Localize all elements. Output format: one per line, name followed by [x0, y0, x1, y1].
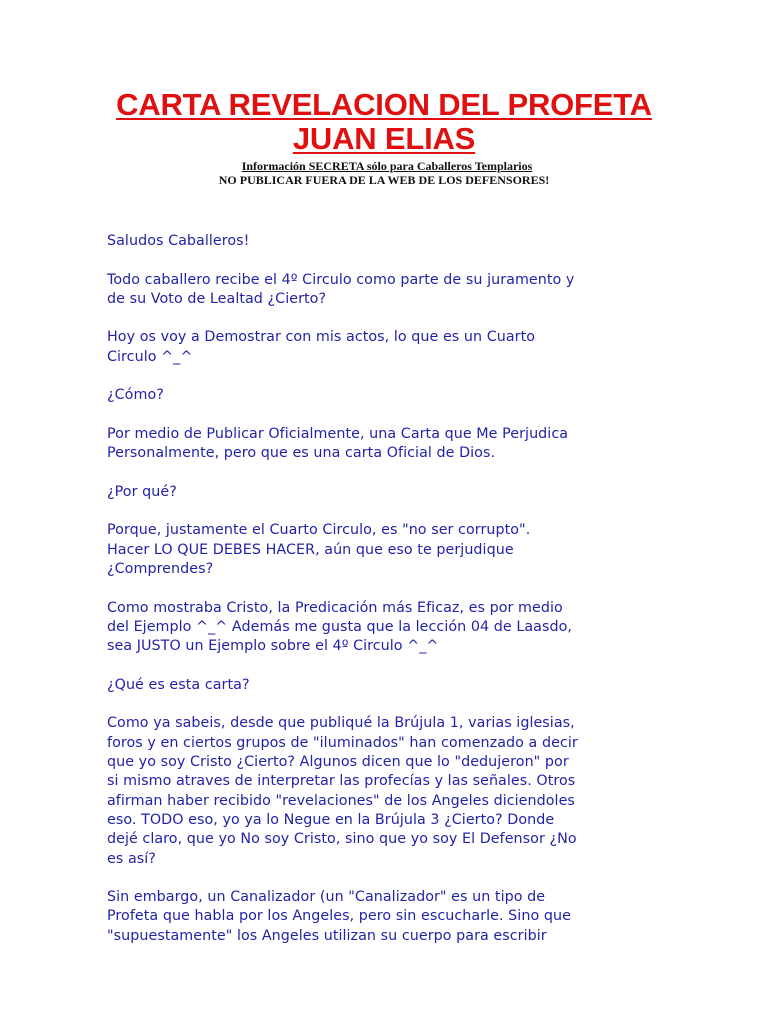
- text-line: sea JUSTO un Ejemplo sobre el 4º Circulo ^_^: [107, 638, 439, 655]
- paragraph-greeting: [107, 232, 667, 251]
- text-line: Hacer LO QUE DEBES HACER, aún que eso te perjudique: [107, 541, 514, 558]
- text-line: afirman haber recibido "revelaciones" de los Angeles diciendoles: [107, 792, 575, 809]
- paragraph: [107, 599, 667, 657]
- paragraph: [107, 521, 667, 579]
- text-line: Sin embargo, un Canalizador (un "Canalizador" es un tipo de: [107, 889, 546, 906]
- document-title-line-1: CARTA REVELACION DEL PROFETA: [116, 87, 652, 122]
- text-line: ¿Por qué?: [107, 483, 177, 500]
- text-line: ¿Qué es esta carta?: [107, 676, 250, 693]
- text-line: Como mostraba Cristo, la Predicación más Eficaz, es por medio: [107, 599, 563, 616]
- text-line: dejé claro, que yo No soy Cristo, sino que yo soy El Defensor ¿No: [107, 831, 577, 848]
- text-line: del Ejemplo ^_^ Además me gusta que la lección 04 de Laasdo,: [107, 618, 572, 635]
- text-line: Por medio de Publicar Oficialmente, una Carta que Me Perjudica: [107, 425, 569, 442]
- paragraph: [107, 714, 667, 868]
- text-line: que yo soy Cristo ¿Cierto? Algunos dicen que lo "dedujeron" por: [107, 754, 569, 771]
- subtitle-secret-notice: Información SECRETA sólo para Caballeros Templarios: [241, 159, 533, 173]
- paragraph: [107, 328, 667, 367]
- text-line: Saludos Caballeros!: [107, 233, 250, 249]
- text-line: ¿Comprendes?: [107, 561, 214, 578]
- text-line: si mismo atraves de interpretar las profecías y las señales. Otros: [107, 773, 576, 790]
- paragraph: [107, 888, 667, 946]
- paragraph-question: [107, 386, 667, 405]
- paragraph: [107, 425, 667, 464]
- text-line: es así?: [107, 850, 156, 867]
- text-line: Porque, justamente el Cuarto Circulo, es "no ser corrupto".: [107, 522, 531, 539]
- text-line: Hoy os voy a Demostrar con mis actos, lo que es un Cuarto: [107, 329, 536, 346]
- text-line: de su Voto de Lealtad ¿Cierto?: [107, 290, 327, 307]
- text-line: Profeta que habla por los Angeles, pero sin escucharle. Sino que: [107, 908, 571, 925]
- text-line: "supuestamente" los Angeles utilizan su cuerpo para escribir: [107, 927, 547, 944]
- text-line: foros y en ciertos grupos de "iluminados" han comenzado a decir: [107, 734, 578, 751]
- text-line: Personalmente, pero que es una carta Oficial de Dios.: [107, 445, 496, 462]
- document-title-line-2: JUAN ELIAS: [292, 121, 476, 156]
- text-line: eso. TODO eso, yo ya lo Negue en la Brújula 3 ¿Cierto? Donde: [107, 811, 555, 828]
- letter-body: [107, 232, 667, 965]
- subtitle-do-not-publish: NO PUBLICAR FUERA DE LA WEB DE LOS DEFENSORES!: [218, 173, 550, 187]
- text-line: ¿Cómo?: [107, 387, 164, 404]
- paragraph: [107, 271, 667, 310]
- title-block: [0, 88, 768, 187]
- paragraph-question: [107, 676, 667, 695]
- text-line: Circulo ^_^: [107, 348, 193, 365]
- paragraph-question: [107, 483, 667, 502]
- text-line: Todo caballero recibe el 4º Circulo como parte de su juramento y: [107, 271, 575, 288]
- text-line: Como ya sabeis, desde que publiqué la Brújula 1, varias iglesias,: [107, 715, 575, 732]
